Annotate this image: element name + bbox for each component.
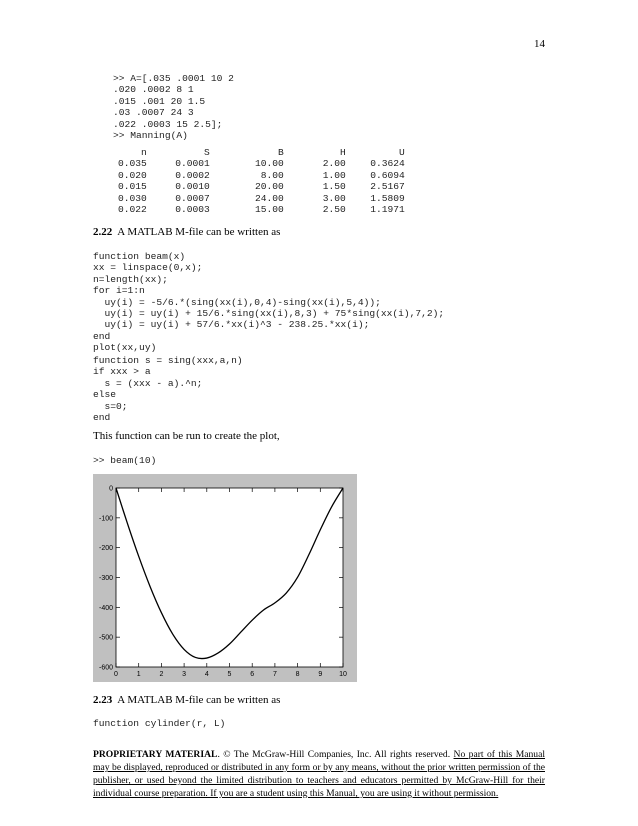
code-line: s = (xxx - a).^n;	[93, 377, 203, 389]
code-line: s=0;	[93, 400, 128, 412]
code-line: uy(i) = uy(i) + 57/6.*xx(i)^3 - 238.25.*xx(i);	[93, 319, 370, 331]
column-header: S	[204, 147, 210, 158]
table-cell: 0.0007	[175, 192, 210, 204]
code-line: .03 .0007 24 3	[113, 107, 194, 119]
table-cell: 2.5167	[370, 181, 405, 193]
proprietary-footer	[93, 748, 545, 800]
code-line: uy(i) = uy(i) + 15/6.*sing(xx(i),8,3) + 75*sing(xx(i),7,2);	[93, 308, 445, 320]
code-line: for i=1:n	[93, 285, 145, 297]
column-header: H	[340, 147, 346, 158]
table-row	[118, 158, 405, 169]
table-cell: 0.0010	[175, 181, 210, 193]
code-line: function s = sing(xxx,a,n)	[93, 355, 243, 366]
code-line: >> A=[.035 .0001 10 2	[113, 73, 234, 84]
table-cell: 2.00	[322, 158, 346, 170]
x-tick-label: 8	[295, 671, 300, 678]
table-cell: 0.0002	[175, 169, 210, 181]
beam-code	[93, 251, 444, 354]
table-cell: 0.0001	[175, 158, 210, 170]
section-number: 2.23	[93, 694, 113, 706]
table-cell: 0.0003	[175, 204, 210, 216]
beam-plot	[93, 474, 357, 682]
code-line: if xxx > a	[93, 366, 151, 378]
section-heading-2-22	[93, 226, 280, 238]
code-line: function cylinder(r, L)	[93, 718, 226, 729]
code-line: n=length(xx);	[93, 273, 168, 285]
sing-code	[93, 355, 243, 423]
table-cell: 0.022	[118, 204, 147, 216]
y-tick-label: -200	[98, 545, 113, 553]
table-cell: 15.00	[255, 204, 284, 216]
footer-notice: No part of this Manual may be displayed, reproduced or distributed in any form or by any means, without the prior written permission of the publisher, or used beyond the limited distribution to teachers and educators permitted by McGraw-Hill for their individual course preparation. If you are a student using this Manual, you are using it without permission.	[93, 749, 546, 799]
x-tick-label: 5	[227, 671, 232, 678]
section-text: A MATLAB M-file can be written as	[117, 694, 281, 706]
table-cell: 1.50	[322, 181, 346, 193]
column-header: B	[278, 147, 284, 158]
table-cell: 0.035	[118, 158, 147, 170]
code-line: .015 .001 20 1.5	[113, 95, 206, 107]
column-header: U	[399, 147, 405, 158]
column-header: n	[141, 147, 147, 158]
table-row	[118, 204, 405, 215]
x-tick-label: 3	[182, 671, 187, 678]
table-cell: 2.50	[322, 204, 346, 216]
table-cell: 1.00	[322, 169, 346, 181]
code-line: .020 .0002 8 1	[113, 84, 194, 96]
x-tick-label: 1	[136, 671, 141, 678]
cylinder-code	[93, 718, 225, 729]
plot-area	[116, 488, 343, 667]
table-cell: 0.020	[118, 169, 147, 181]
run-text: This function can be run to create the plot,	[93, 430, 280, 442]
y-tick-label: -600	[98, 664, 113, 672]
code-line: end	[93, 330, 111, 342]
y-tick-label: -500	[98, 634, 113, 642]
x-tick-label: 4	[204, 671, 209, 678]
code-line: end	[93, 412, 111, 424]
manning-output-table	[118, 147, 405, 215]
code-line: plot(xx,uy)	[93, 342, 157, 354]
table-cell: 1.1971	[370, 204, 405, 216]
code-line: function beam(x)	[93, 251, 186, 262]
table-row	[118, 193, 405, 204]
code-line: xx = linspace(0,x);	[93, 262, 203, 274]
table-row	[118, 181, 405, 192]
section-text: A MATLAB M-file can be written as	[117, 226, 281, 238]
table-cell: 0.015	[118, 181, 147, 193]
footer-copyright: . © The McGraw-Hill Companies, Inc. All rights reserved.	[217, 749, 454, 760]
section-heading-2-23	[93, 694, 280, 706]
code-line: >> Manning(A)	[113, 130, 188, 142]
manning-input	[113, 73, 234, 141]
x-tick-label: 0	[114, 671, 118, 678]
run-command	[93, 455, 156, 466]
table-cell: 24.00	[255, 192, 284, 204]
table-cell: 1.5809	[370, 192, 405, 204]
table-cell: 0.3624	[370, 158, 405, 170]
table-cell: 0.6094	[370, 169, 405, 181]
y-tick-label: -300	[98, 575, 113, 582]
code-line: .022 .0003 15 2.5];	[113, 118, 223, 130]
table-cell: 0.030	[118, 192, 147, 204]
table-cell: 10.00	[255, 158, 284, 170]
beam-plot-figure	[93, 474, 357, 682]
code-line: uy(i) = -5/6.*(sing(xx(i),0,4)-sing(xx(i),5,4));	[93, 296, 381, 308]
code-line: else	[93, 389, 117, 401]
x-tick-label: 10	[339, 671, 347, 678]
table-cell: 20.00	[255, 181, 284, 193]
y-tick-label: -400	[98, 604, 113, 612]
y-tick-label: -100	[98, 515, 113, 523]
x-tick-label: 2	[159, 671, 164, 678]
x-tick-label: 9	[318, 671, 323, 678]
table-header-row	[118, 147, 405, 158]
table-row	[118, 170, 405, 181]
y-tick-label: 0	[109, 485, 113, 493]
footer-label: PROPRIETARY MATERIAL	[93, 749, 218, 760]
table-cell: 8.00	[260, 169, 284, 181]
x-tick-label: 6	[250, 671, 255, 678]
code-line: >> beam(10)	[93, 455, 157, 466]
section-number: 2.22	[93, 226, 113, 238]
x-tick-label: 7	[272, 671, 277, 678]
page-number: 14	[534, 38, 545, 50]
table-cell: 3.00	[322, 192, 346, 204]
